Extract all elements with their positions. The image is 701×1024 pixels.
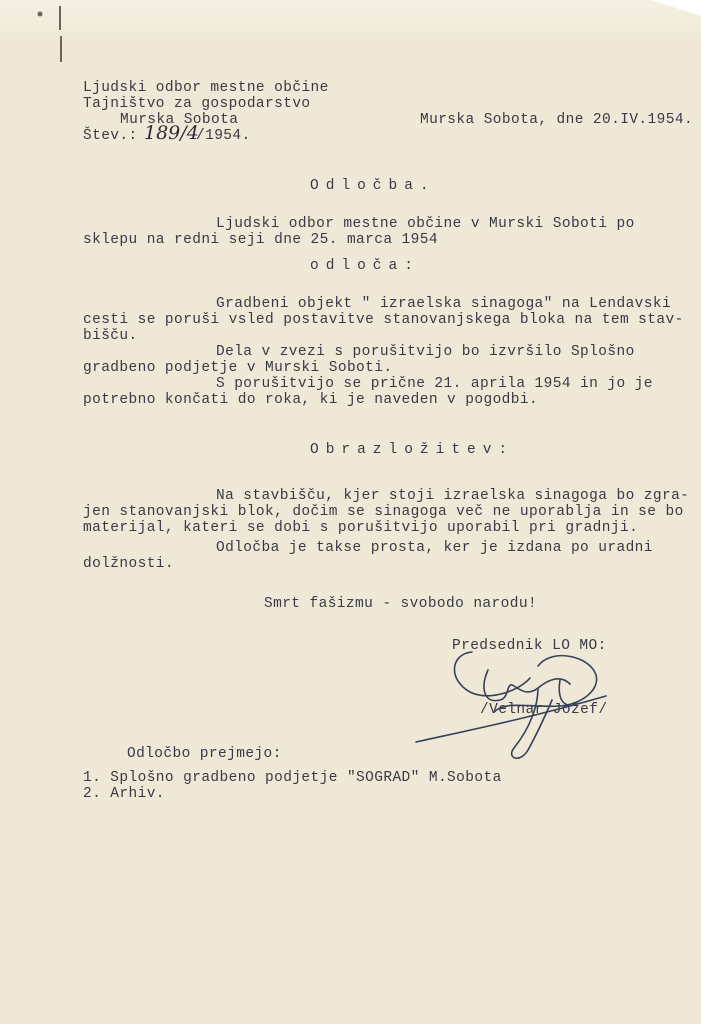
punch-hole-marks [34,0,74,70]
handwritten-reference: 189/4 [144,122,199,144]
reasoning-p2-line1: Odločba je takse prosta, ker je izdana po uradni [216,540,653,556]
intro-line-2: sklepu na redni seji dne 25. marca 1954 [83,232,438,248]
decision-p2-line1: Dela v zvezi s porušitvijo bo izvršilo Splošno [216,344,635,360]
org-line-2: Tajništvo za gospodarstvo [83,96,311,112]
decision-p3-line1: S porušitvijo se prične 21. aprila 1954 in jo je [216,376,653,392]
handwritten-signature [410,640,620,770]
signatory-title: Predsednik LO MO: [452,638,607,654]
decision-p1-line3: bišču. [83,328,138,344]
place-date: Murska Sobota, dne 20.IV.1954. [420,112,694,128]
reasoning-p2-line2: dolžnosti. [83,556,175,572]
reasoning-p1-line2: jen stanovanjski blok, dočim se sinagoga več ne uporablja in se bo [83,504,684,520]
recipients-heading: Odločbo prejmejo: [127,746,282,762]
recipient-2: 2. Arhiv. [83,786,165,802]
reasoning-p1-line3: materijal, kateri se dobi s porušitvijo uporabil pri gradnji. [83,520,639,536]
signatory-name: /Velnar Jožef/ [480,702,608,718]
decision-p3-line2: potrebno končati do roka, ki je naveden v pogodbi. [83,392,539,408]
decision-heading: odloča: [310,258,420,274]
document-title: Odločba. [310,178,436,194]
decision-p2-line2: gradbeno podjetje v Murski Soboti. [83,360,393,376]
closing-slogan: Smrt fašizmu - svobodo narodu! [264,596,538,612]
reasoning-p1-line1: Na stavbišču, kjer stoji izraelska sinagoga bo zgra- [216,488,690,504]
reasoning-heading: Obrazložitev: [310,442,515,458]
org-line-3: Murska Sobota [120,112,239,128]
intro-line-1: Ljudski odbor mestne občine v Murski Soboti po [216,216,635,232]
org-line-1: Ljudski odbor mestne občine [83,80,329,96]
paper-shade [0,0,701,40]
reference-label: Štev.: [83,128,138,144]
decision-p1-line1: Gradbeni objekt " izraelska sinagoga" na Lendavski [216,296,672,312]
reference-year: /1954. [196,128,251,144]
decision-p1-line2: cesti se poruši vsled postavitve stanovanjskega bloka na tem stav- [83,312,684,328]
recipient-1: 1. Splošno gradbeno podjetje "SOGRAD" M.Sobota [83,770,502,786]
